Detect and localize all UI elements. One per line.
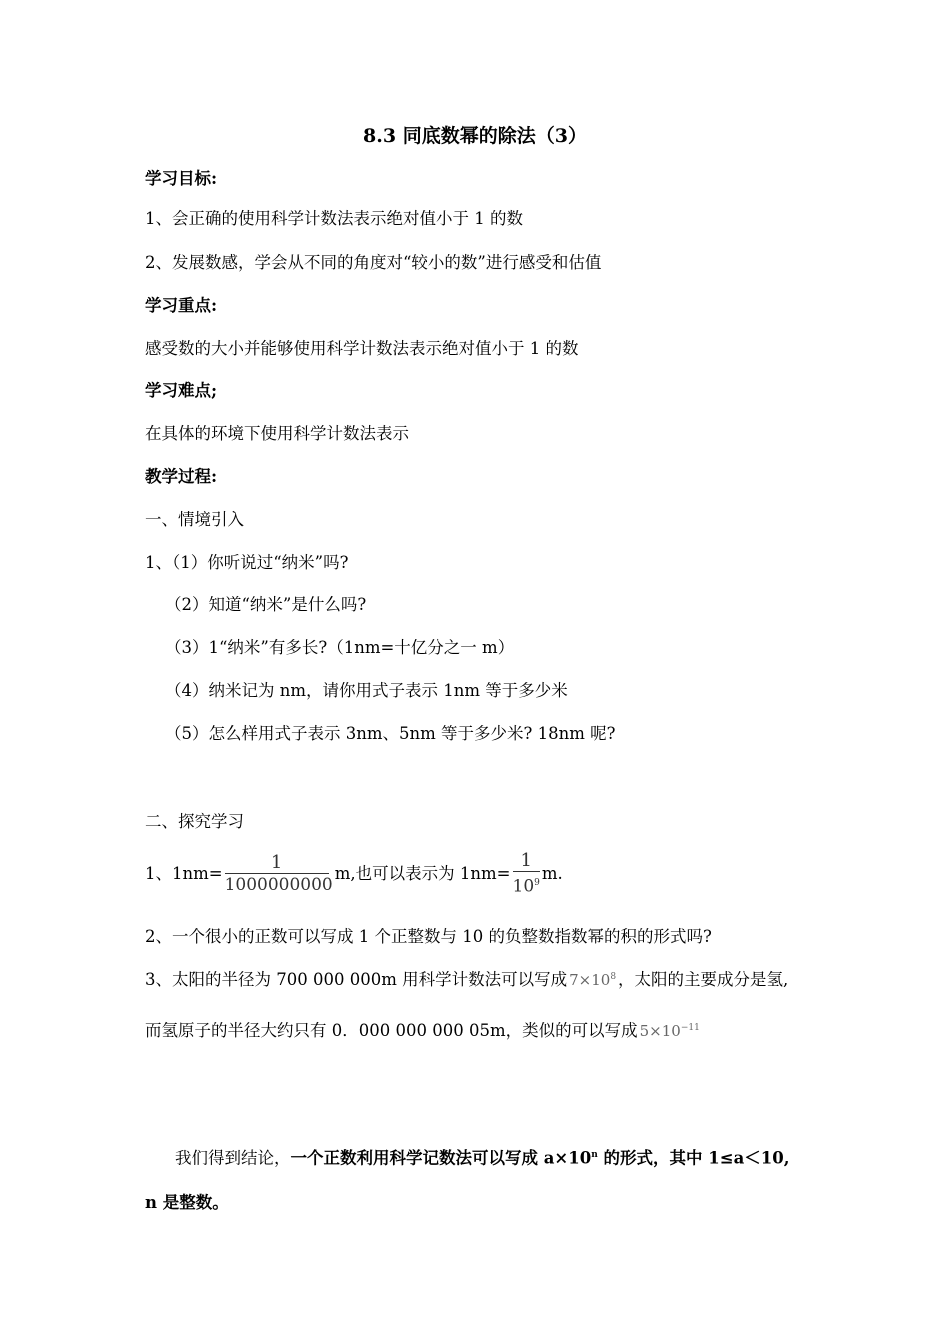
fraction-numerator: 1 (513, 851, 540, 872)
item-1-prefix: 1、1nm= (145, 863, 223, 883)
conclusion-line-2: n 是整数。 (145, 1193, 229, 1212)
question-4: （4）纳米记为 nm，请你用式子表示 1nm 等于多少米 (165, 681, 568, 700)
fraction-power (513, 851, 540, 898)
key-points-heading: 学习重点: (145, 296, 218, 315)
item-3-text-c: 而氢原子的半径大约只有 0．000 000 000 05m，类似的可以写成 (145, 1021, 638, 1040)
sci-exponent: −11 (680, 1023, 700, 1033)
goal-item-1: 1、会正确的使用科学计数法表示绝对值小于 1 的数 (145, 209, 523, 228)
section2-heading: 二、探究学习 (145, 812, 244, 831)
conclusion-bold-b: 的形式，其中 1≤a＜10, (597, 1148, 790, 1168)
sci-coefficient: 5 (639, 1022, 650, 1040)
power-exponent: 9 (534, 878, 540, 888)
page-title: 8.3 同底数幂的除法（3） (363, 125, 587, 147)
goals-heading: 学习目标: (145, 169, 218, 188)
fraction-denominator (513, 872, 540, 898)
conclusion-lead: 我们得到结论， (175, 1148, 291, 1168)
power-base: 10 (512, 876, 535, 897)
question-1: 1、（1）你听说过“纳米”吗? (145, 553, 349, 572)
question-2: （2）知道“纳米”是什么吗? (165, 595, 367, 614)
item-3-line-2 (145, 1017, 702, 1042)
difficulties-text: 在具体的环境下使用科学计数法表示 (145, 424, 409, 443)
conclusion-bold-a: 一个正数利用科学记数法可以写成 a×10 (290, 1148, 592, 1168)
conclusion-exponent: n (591, 1150, 598, 1160)
sci-coefficient: 7 (569, 971, 579, 989)
goal-item-2: 2、发展数感，学会从不同的角度对“较小的数”进行感受和估值 (145, 253, 602, 272)
item-1 (145, 851, 563, 898)
process-heading: 教学过程: (145, 467, 218, 486)
question-3: （3）1“纳米”有多长?（1nm=十亿分之一 m） (165, 638, 515, 657)
fraction-denominator: 1000000000 (224, 874, 333, 895)
key-points-text: 感受数的大小并能够使用科学计数法表示绝对值小于 1 的数 (145, 339, 579, 358)
sci-base: ×10 (578, 971, 611, 989)
conclusion-line-1 (175, 1144, 789, 1170)
sci-base: ×10 (649, 1022, 681, 1040)
sci-notation-hydrogen (640, 1022, 700, 1040)
fraction-numerator: 1 (225, 853, 329, 874)
item-1-suffix: m. (541, 863, 563, 883)
difficulties-heading: 学习难点; (145, 381, 218, 400)
fraction-billion (225, 853, 333, 896)
item-3-line-1 (145, 966, 788, 991)
sci-notation-sun (569, 971, 616, 989)
sci-exponent: 8 (610, 972, 617, 982)
item-3-text-a: 3、太阳的半径为 700 000 000m 用科学计数法可以写成 (145, 970, 568, 989)
item-1-middle: m,也可以表示为 1nm= (334, 863, 511, 883)
section1-heading: 一、情境引入 (145, 510, 244, 529)
item-2: 2、一个很小的正数可以写成 1 个正整数与 10 的负整数指数幂的积的形式吗? (145, 927, 712, 946)
question-5: （5）怎么样用式子表示 3nm、5nm 等于多少米? 18nm 呢? (165, 724, 616, 743)
item-3-text-b: ，太阳的主要成分是氢, (618, 970, 789, 989)
